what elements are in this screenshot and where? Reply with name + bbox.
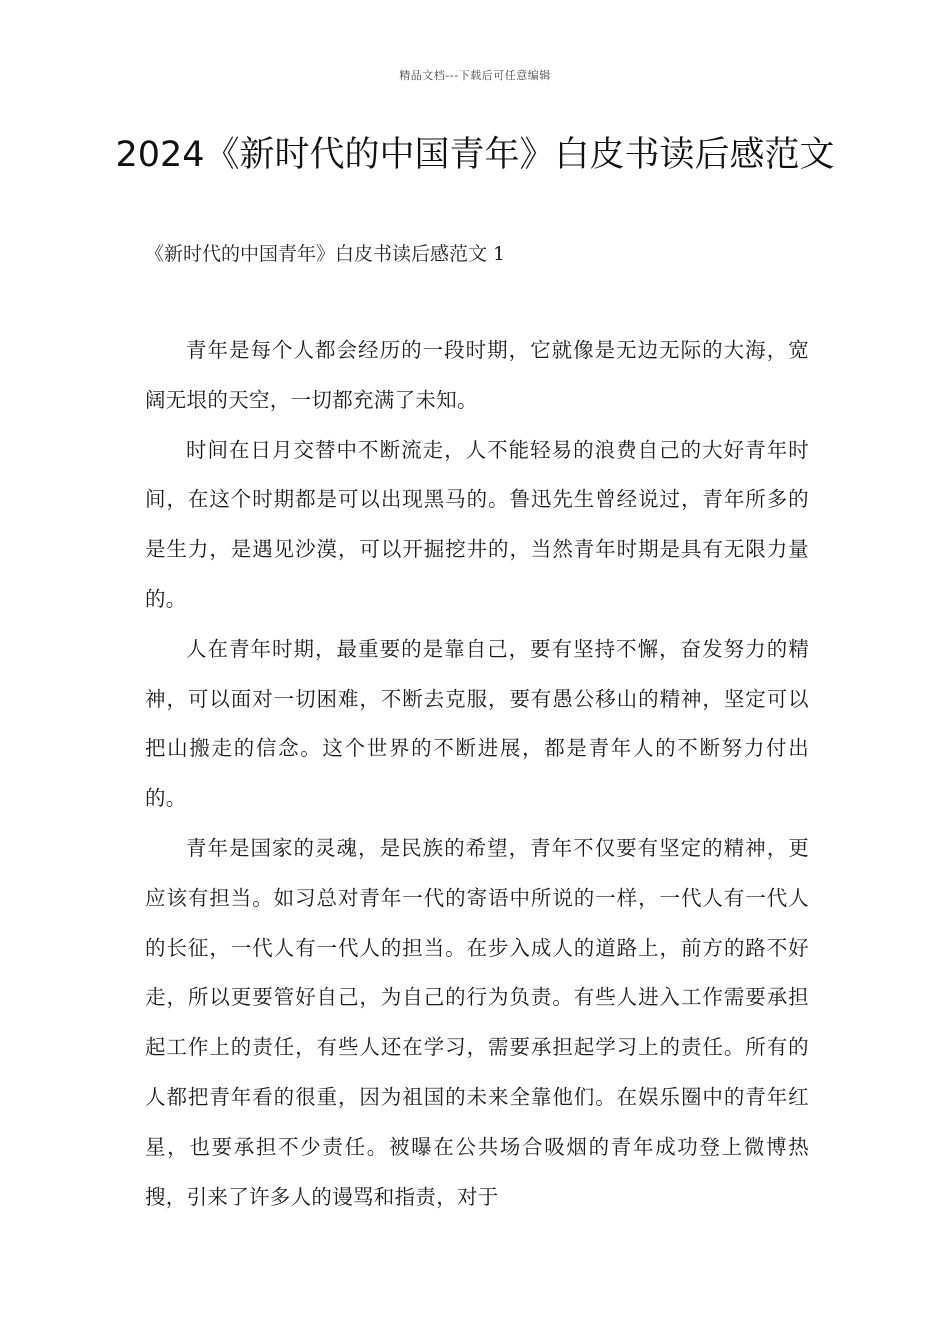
- document-subtitle: 《新时代的中国青年》白皮书读后感范文 1: [145, 243, 506, 265]
- document-title: 2024《新时代的中国青年》白皮书读后感范文: [115, 135, 835, 175]
- paragraph: 时间在日月交替中不断流走，人不能轻易的浪费自己的大好青年时间，在这个时期都是可以出现黑马的。鲁迅先生曾经说过，青年所多的是生力，是遇见沙漠，可以开掘挖井的，当然青年时期是具有无限力量的。: [145, 437, 809, 611]
- paragraph: 青年是每个人都会经历的一段时期，它就像是无边无际的大海，宽阔无垠的天空，一切都充满了未知。: [145, 338, 809, 412]
- paragraph: 青年是国家的灵魂，是民族的希望，青年不仅要有坚定的精神，更应该有担当。如习总对青年一代的寄语中所说的一样，一代人有一代人的长征，一代人有一代人的担当。在步入成人的道路上，前方的路不好走，所以更要管好自己，为自己的行为负责。有些人进入工作需要承担起工作上的责任，有些人还在学习，需要承担起学习上的责任。所有的人都把青年看的很重，因为祖国的未来全靠他们。在娱乐圈中的青年红星，也要承担不少责任。被曝在公共场合吸烟的青年成功登上微博热搜，引来了许多人的谩骂和指责，对于: [145, 835, 809, 1209]
- paragraph: 人在青年时期，最重要的是靠自己，要有坚持不懈，奋发努力的精神，可以面对一切困难，不断去克服，要有愚公移山的精神，坚定可以把山搬走的信念。这个世界的不断进展，都是青年人的不断努力付出的。: [145, 636, 809, 811]
- header-note: 精品文档---下载后可任意编辑: [399, 69, 551, 82]
- document-body: [145, 326, 809, 1222]
